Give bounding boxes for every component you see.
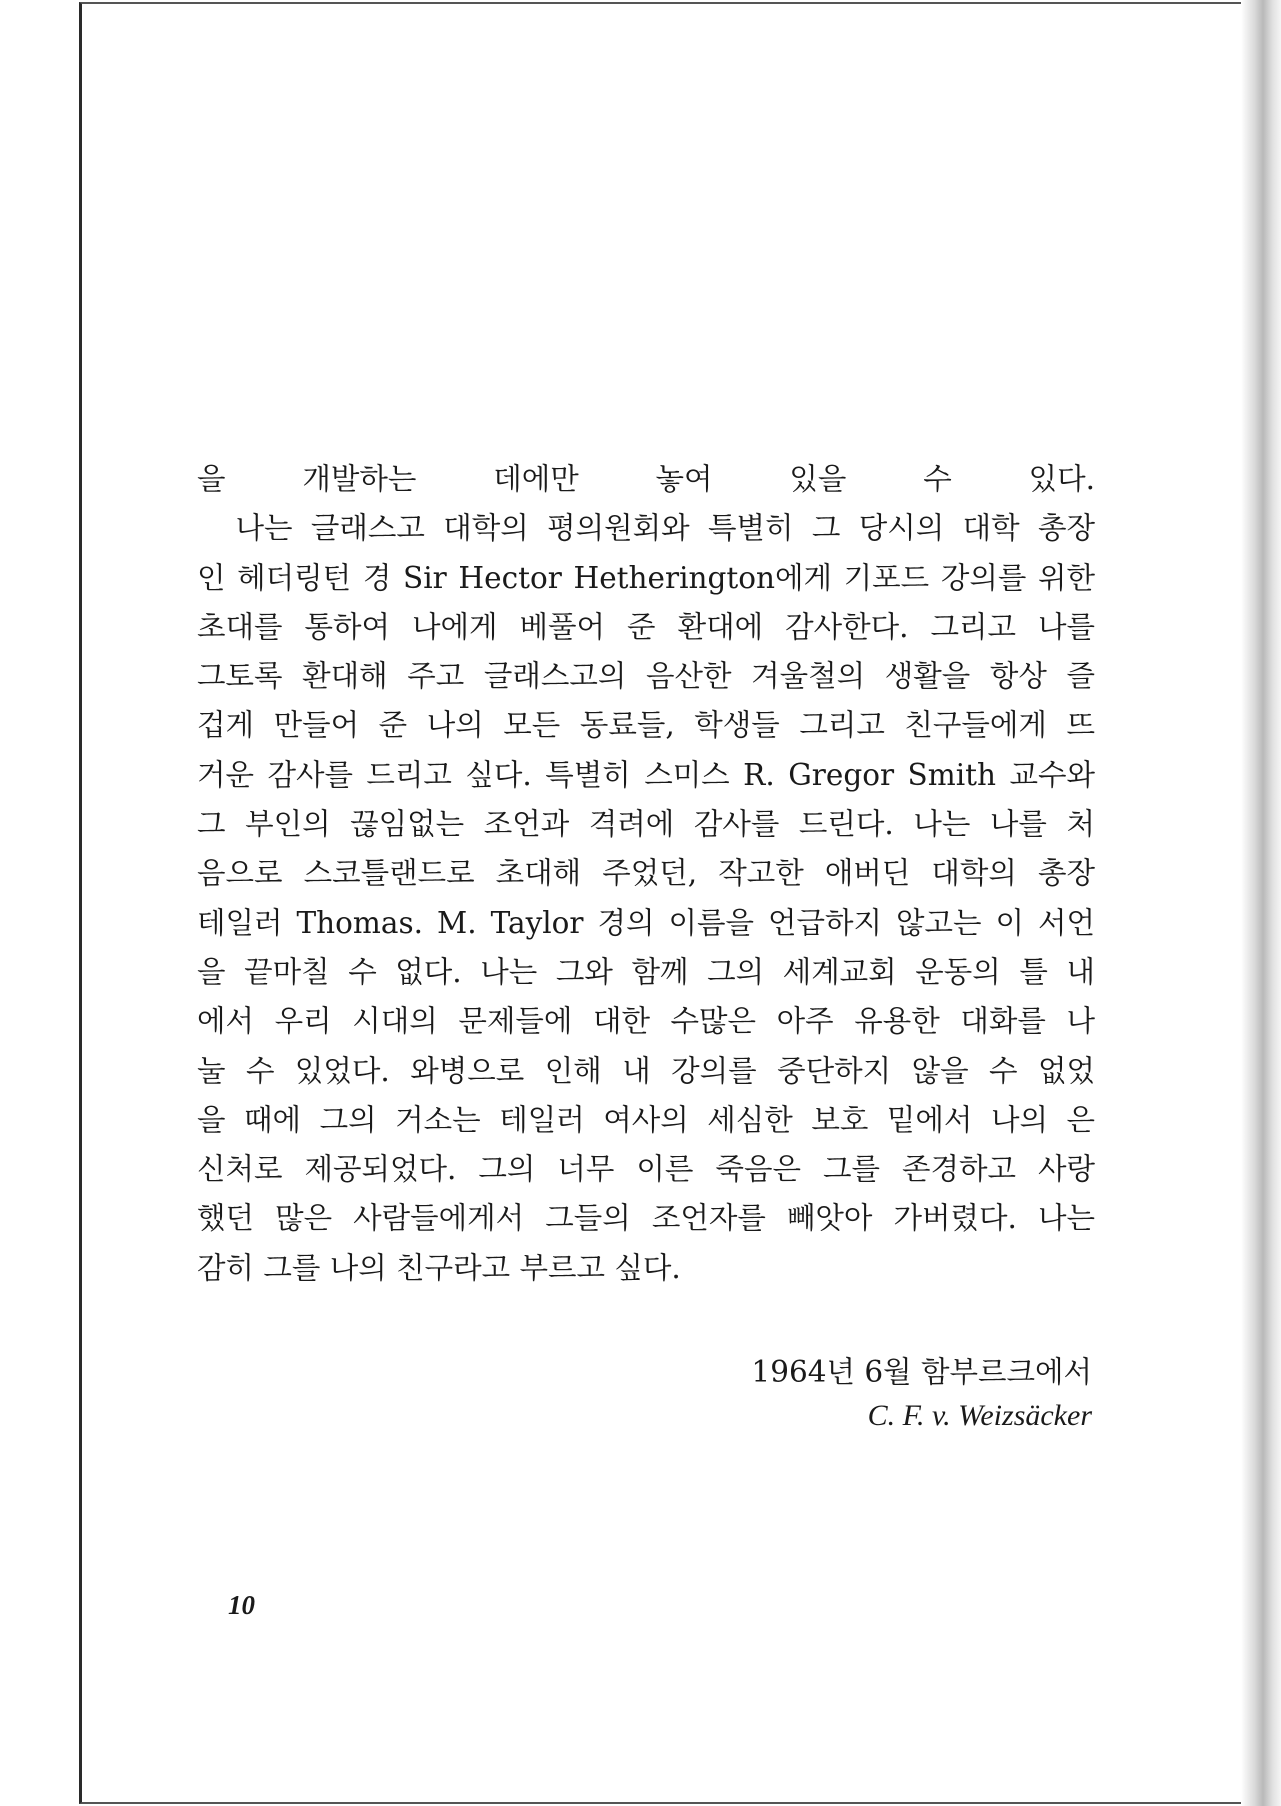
text-line: 신처로 제공되었다. 그의 너무 이른 죽음은 그를 존경하고 사랑 <box>197 1152 1095 1187</box>
page-number: 10 <box>228 1590 255 1620</box>
text-line: 음으로 스코틀랜드로 초대해 주었던, 작고한 애버딘 대학의 총장 <box>197 856 1095 891</box>
signature-author: C. F. v. Weizsäcker <box>867 1399 1092 1432</box>
text-line: 초대를 통하여 나에게 베풀어 준 환대에 감사한다. 그리고 나를 <box>197 609 1095 644</box>
text-line: 에서 우리 시대의 문제들에 대한 수많은 아주 유용한 대화를 나 <box>197 1004 1095 1039</box>
text-line: 을 때에 그의 거소는 테일러 여사의 세심한 보호 밑에서 나의 은 <box>197 1102 1095 1137</box>
text-line: 눌 수 있었다. 와병으로 인해 내 강의를 중단하지 않을 수 없었 <box>197 1053 1095 1088</box>
text-line: 겁게 만들어 준 나의 모든 동료들, 학생들 그리고 친구들에게 뜨 <box>197 708 1095 743</box>
text-line: 그 부인의 끊임없는 조언과 격려에 감사를 드린다. 나는 나를 처 <box>197 807 1095 842</box>
text-line: 그토록 환대해 주고 글래스고의 음산한 겨울철의 생활을 항상 즐 <box>197 659 1095 694</box>
signature-block <box>751 1350 1092 1438</box>
signature-place-date: 1964년 6월 함부르크에서 <box>751 1355 1092 1389</box>
text-line: 감히 그를 나의 친구라고 부르고 싶다. <box>197 1250 681 1285</box>
text-line: 인 헤더링턴 경 Sir Hector Hetherington에게 기포드 강의를 위한 <box>197 560 1095 595</box>
page-edge-shadow <box>1241 0 1281 1806</box>
text-line: 했던 많은 사람들에게서 그들의 조언자를 빼앗아 가버렸다. 나는 <box>197 1201 1095 1236</box>
body-text <box>197 455 1095 1293</box>
text-line: 을 개발하는 데에만 놓여 있을 수 있다. <box>197 462 1095 496</box>
text-line: 테일러 Thomas. M. Taylor 경의 이름을 언급하지 않고는 이 서언 <box>197 905 1095 940</box>
text-line: 을 끝마칠 수 없다. 나는 그와 함께 그의 세계교회 운동의 틀 내 <box>197 954 1095 989</box>
text-line: 나는 글래스고 대학의 평의원회와 특별히 그 당시의 대학 총장 <box>197 511 1095 546</box>
text-line: 거운 감사를 드리고 싶다. 특별히 스미스 R. Gregor Smith 교수와 <box>197 757 1095 792</box>
